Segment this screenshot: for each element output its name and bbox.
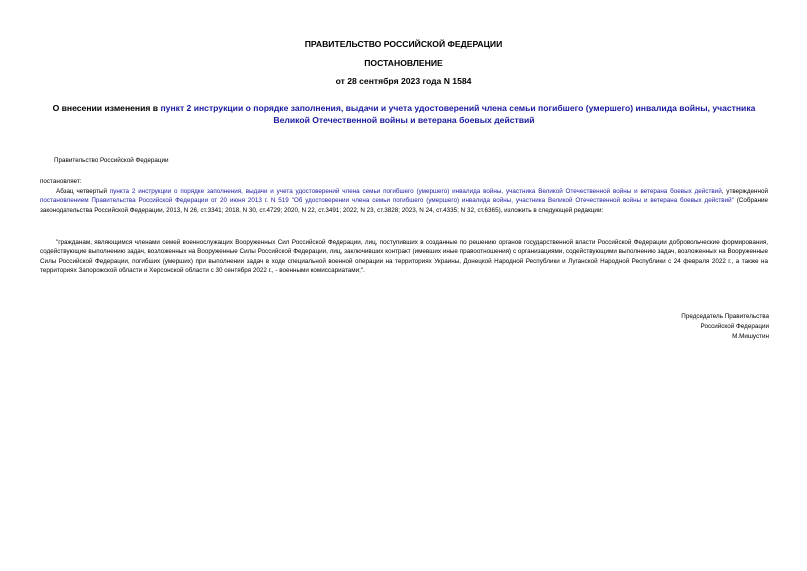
- instruction-link[interactable]: пункта 2 инструкции о порядке заполнения, выдачи и учета удостоверений члена семьи погибшего (умершего) инвалида войны, участника Великой Отечественной войны и ветерана боевых действий: [109, 188, 722, 195]
- document-date-number: от 28 сентября 2023 года N 1584: [335, 76, 472, 86]
- p1-text-1: Абзац четвертый: [56, 188, 110, 195]
- signature-org: Российской Федерации: [700, 322, 769, 330]
- signature-name: М.Мишустин: [732, 332, 769, 340]
- heading-instruction-link[interactable]: пункт 2 инструкции о порядке заполнения, выдачи и учета удостоверений члена семьи погибшего (умершего) инвалида войны, участника Великой Отечественной войны и ветерана боевых действий: [160, 103, 756, 125]
- p1-text-2: , утвержденной: [721, 188, 768, 195]
- new-wording-paragraph: "гражданам, являющимся членами семей военнослужащих Вооруженных Сил Российской Федерации, лиц, поступивших в созданные по решению органов государственной власти Российской Федерации добровольческие формирования, содействующие выполнению задач, возложенных на Вооруженные Силы Российской Федерации, лиц, заключивших контракт (имевших иные правоотношения) с организациями, содействующими выполнению задач, возложенных на Вооруженные Силы Российской Федерации, погибших (умерших) при выполнении задач в ходе специальной военной операции на территориях Украины, Донецкой Народной Республики и Луганской Народной Республики с 24 февраля 2022 г., а также на территориях Запорожской области и Херсонской области с 30 сентября 2022 г., - военными комиссариатами;".: [40, 239, 768, 274]
- decrees-line: постановляет:: [40, 178, 82, 185]
- signature-block: [681, 312, 769, 341]
- heading-prefix: О внесении изменения в: [52, 103, 161, 113]
- document-heading: [40, 103, 768, 126]
- amendment-paragraph: [40, 187, 768, 215]
- p1-text-3: (Собрание законодательства Российской Федерации, 2013, N 26, ст.3341; 2018, N 30, ст.4729; 2020, N 22, ст.3491; 2022, N 23, ст.3828; 2023, N 24, ст.4335; N 32, ст.6365), изложить в следующей редакции:: [40, 197, 768, 214]
- government-line: Правительство Российской Федерации: [54, 157, 169, 164]
- resolution-link[interactable]: постановлением Правительства Российской Федерации от 20 июня 2013 г. N 519 "Об удостоверении члена семьи погибшего (умершего) инвалида войны, участника Великой Отечественной войны и ветерана боевых действий": [40, 197, 734, 205]
- signature-position: Председатель Правительства: [681, 313, 769, 320]
- government-title: ПРАВИТЕЛЬСТВО РОССИЙСКОЙ ФЕДЕРАЦИИ: [304, 39, 503, 49]
- document-type: ПОСТАНОВЛЕНИЕ: [364, 58, 443, 68]
